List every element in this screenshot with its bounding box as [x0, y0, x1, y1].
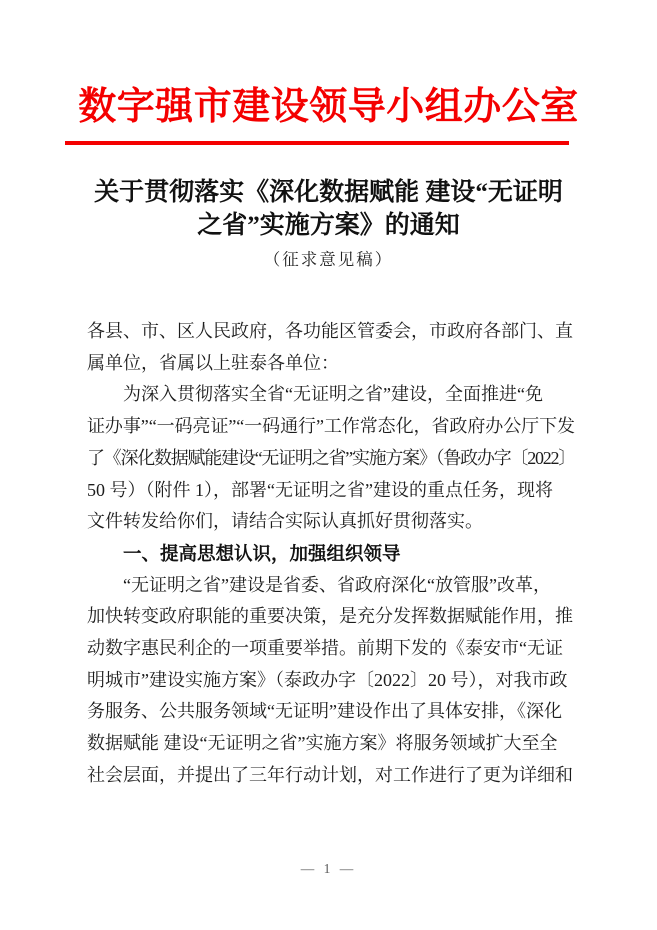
letterhead-divider-line	[65, 141, 569, 145]
document-title	[55, 177, 602, 242]
body-line: 数据赋能 建设“无证明之省”实施方案》将服务领域扩大至全	[87, 733, 558, 754]
section-heading: 一、提高思想认识，加强组织领导	[123, 542, 401, 564]
body-line: 明城市”建设实施方案》（泰政办字〔2022〕20 号），对我市政	[87, 669, 568, 690]
body-line: 加快转变政府职能的重要决策，是充分发挥数据赋能作用，推	[87, 606, 573, 627]
document-title-line-2: 之省”实施方案》的通知	[197, 211, 460, 239]
document-letterhead	[0, 82, 657, 132]
body-line: 50 号）（附件 1），部署“无证明之省”建设的重点任务，现将	[87, 479, 553, 500]
issuing-org-title: 数字强市建设领导小组办公室	[78, 86, 579, 128]
body-line: 为深入贯彻落实全省“无证明之省”建设，全面推进“免	[123, 384, 543, 405]
title-block	[55, 177, 602, 271]
body-line: 社会层面，并提出了三年行动计划，对工作进行了更为详细和	[87, 764, 573, 785]
document-title-line-1: 关于贯彻落实《深化数据赋能 建设“无证明	[94, 179, 563, 206]
body-line: “无证明之省”建设是省委、省政府深化“放管服”改革，	[123, 574, 551, 595]
body-line: 各县、市、区人民政府，各功能区管委会，市政府各部门、直	[87, 321, 573, 341]
body-line: 动数字惠民利企的一项重要举措。前期下发的《泰安市“无证	[87, 638, 563, 659]
page-number: — 1 —	[300, 861, 357, 876]
document-body	[87, 316, 575, 792]
body-line: 证办事”“一码亮证”“一码通行”工作常态化，省政府办公厅下发	[87, 416, 575, 437]
body-line: 属单位，省属以上驻泰各单位：	[87, 352, 339, 373]
body-line: 务服务、公共服务领域“无证明”建设作出了具体安排，《深化	[87, 701, 562, 722]
body-line: 了《深化数据赋能建设“无证明之省”实施方案》（鲁政办字〔2022〕	[87, 447, 575, 468]
document-subtitle: （征求意见稿）	[263, 250, 394, 269]
body-line: 文件转发给你们，请结合实际认真抓好贯彻落实。	[87, 511, 483, 532]
